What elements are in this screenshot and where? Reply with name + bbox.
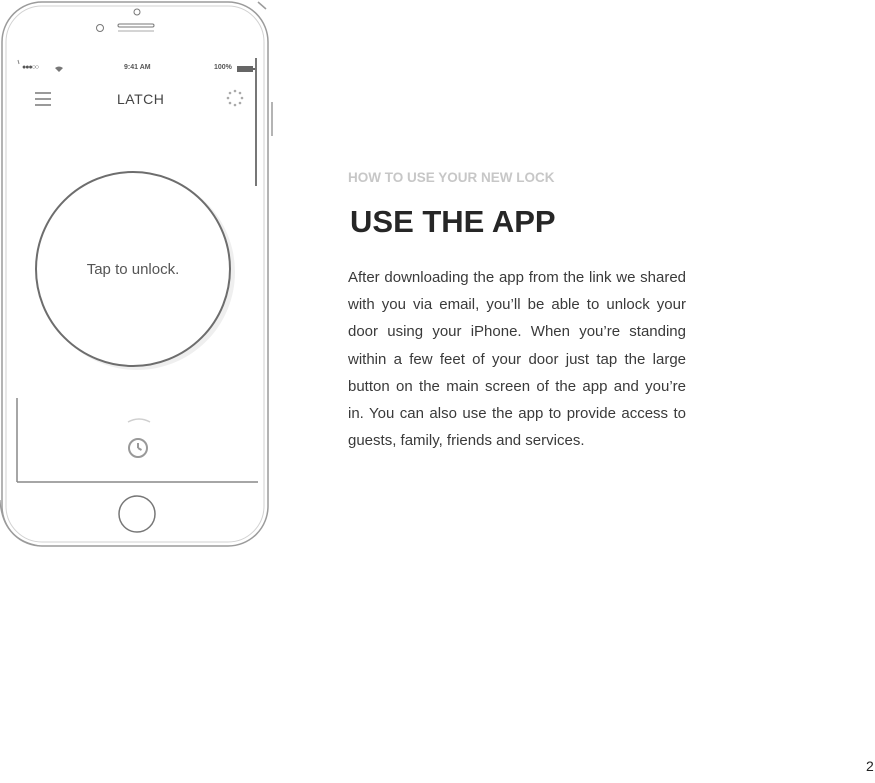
body-paragraph: After downloading the app from the link we shared with you via email, you’ll be able to unlock your door using your iPhone. When you’re standing within a few feet of your door just tap the large button on the main screen of the app and you’re in. You can also use the app to provide access to guests, family, friends and services. bbox=[348, 269, 686, 450]
page-title: USE THE APP bbox=[350, 204, 556, 239]
status-time: 9:41 AM bbox=[124, 64, 151, 71]
unlock-button-label: Tap to unlock. bbox=[86, 260, 180, 278]
section-eyebrow: HOW TO USE YOUR NEW LOCK bbox=[348, 170, 555, 185]
unlock-button bbox=[35, 171, 231, 367]
loading-spinner-icon bbox=[226, 89, 244, 107]
signal-strength-indicator: ●●●○○ bbox=[22, 64, 39, 71]
page-number: 2 bbox=[866, 758, 874, 774]
clock-history-icon bbox=[127, 437, 149, 459]
app-logo: LATCH bbox=[117, 91, 165, 107]
phone-illustration bbox=[0, 0, 280, 552]
battery-percentage: 100% bbox=[214, 64, 232, 71]
hamburger-menu-icon bbox=[35, 92, 51, 106]
